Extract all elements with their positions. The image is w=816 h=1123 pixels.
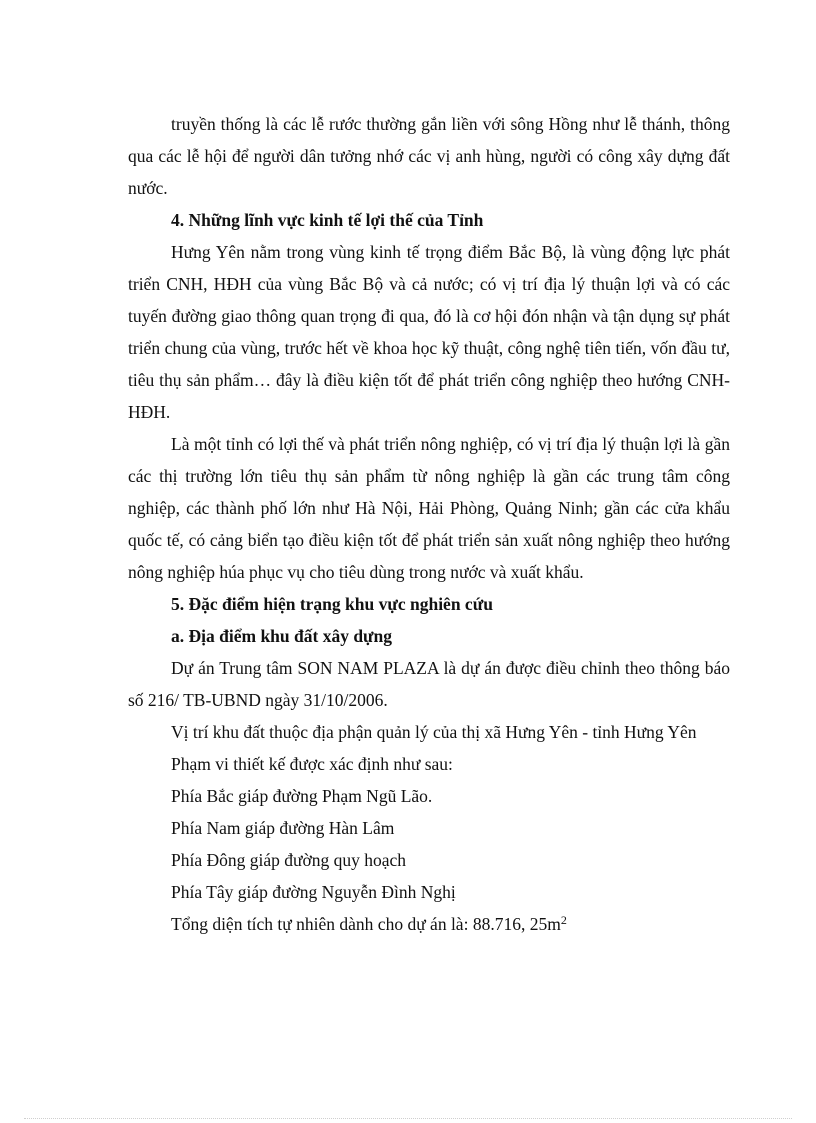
- paragraph-section-5a-2: Vị trí khu đất thuộc địa phận quản lý của thị xã Hưng Yên - tỉnh Hưng Yên: [171, 722, 697, 742]
- page-body: [128, 108, 730, 940]
- heading-section-5a: a. Địa điểm khu đất xây dựng: [171, 626, 393, 646]
- total-area-text: Tổng diện tích tự nhiên dành cho dự án là: 88.716, 25m: [171, 914, 561, 934]
- boundary-west: Phía Tây giáp đường Nguyễn Đình Nghị: [171, 882, 456, 902]
- boundary-north: Phía Bắc giáp đường Phạm Ngũ Lão.: [171, 786, 433, 806]
- paragraph-section-5a-1: Dự án Trung tâm SON NAM PLAZA là dự án được điều chỉnh theo thông báo số 216/ TB-UBND ngày 31/10/2006.: [128, 658, 730, 710]
- page-bottom-divider: [24, 1118, 792, 1119]
- boundary-east: Phía Đông giáp đường quy hoạch: [171, 850, 407, 870]
- paragraph-section-4-1: Hưng Yên nằm trong vùng kinh tế trọng điểm Bắc Bộ, là vùng động lực phát triển CNH, HĐH của vùng Bắc Bộ và cả nước; có vị trí địa lý thuận lợi và có các tuyến đường giao thông quan trọng đi qua, đó là cơ hội đón nhận và tận dụng sự phát triển chung của vùng, trước hết về khoa học kỹ thuật, công nghệ tiên tiến, vốn đầu tư, tiêu thụ sản phẩm… đây là điều kiện tốt để phát triển công nghiệp theo hướng CNH-HĐH.: [128, 242, 730, 422]
- paragraph-intro: truyền thống là các lễ rước thường gắn liền với sông Hồng như lễ thánh, thông qua các lễ hội để người dân tưởng nhớ các vị anh hùng, người có công xây dựng đất nước.: [128, 114, 730, 198]
- scope-line: Phạm vi thiết kế được xác định như sau:: [171, 754, 453, 774]
- heading-section-4: 4. Những lĩnh vực kinh tế lợi thế của Tỉnh: [171, 210, 484, 230]
- paragraph-section-4-2: Là một tỉnh có lợi thế và phát triển nông nghiệp, có vị trí địa lý thuận lợi là gần các thị trường lớn tiêu thụ sản phẩm từ nông nghiệp là gần các trung tâm công nghiệp, các thành phố lớn như Hà Nội, Hải Phòng, Quảng Ninh; gần các cửa khẩu quốc tế, có cảng biển tạo điều kiện tốt để phát triển sản xuất nông nghiệp theo hướng nông nghiệp húa phục vụ cho tiêu dùng trong nước và xuất khẩu.: [128, 434, 730, 582]
- boundary-south: Phía Nam giáp đường Hàn Lâm: [171, 818, 395, 838]
- total-area-line: [128, 908, 730, 940]
- heading-section-5: 5. Đặc điểm hiện trạng khu vực nghiên cứu: [171, 594, 493, 614]
- area-unit-superscript: 2: [560, 913, 567, 927]
